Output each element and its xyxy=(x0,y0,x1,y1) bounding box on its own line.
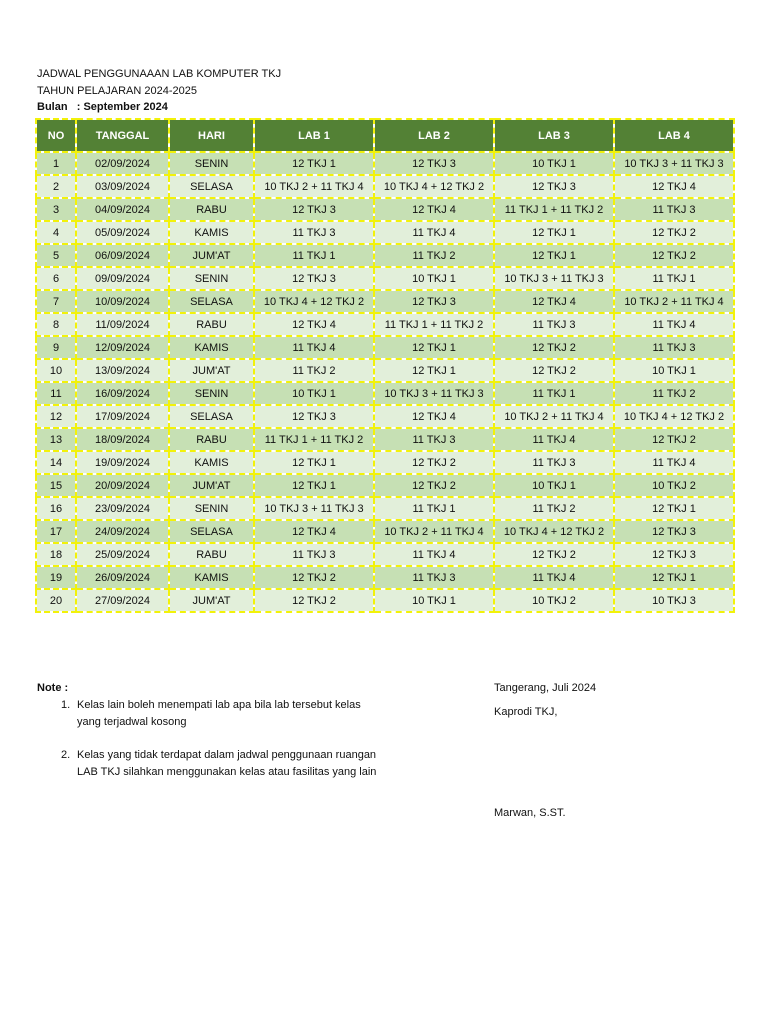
column-header: LAB 3 xyxy=(494,119,614,152)
table-cell: 11 TKJ 4 xyxy=(374,221,494,244)
table-row xyxy=(36,175,734,198)
table-cell: 26/09/2024 xyxy=(76,566,169,589)
table-cell: 12 TKJ 4 xyxy=(254,520,374,543)
table-cell: 27/09/2024 xyxy=(76,589,169,612)
table-cell: 11 TKJ 1 + 11 TKJ 2 xyxy=(254,428,374,451)
column-header: LAB 1 xyxy=(254,119,374,152)
table-cell: 12 TKJ 2 xyxy=(494,336,614,359)
table-row xyxy=(36,313,734,336)
table-cell: JUM'AT xyxy=(169,589,254,612)
column-header: TANGGAL xyxy=(76,119,169,152)
table-cell: 12/09/2024 xyxy=(76,336,169,359)
table-cell: SENIN xyxy=(169,382,254,405)
table-row xyxy=(36,543,734,566)
note-text: Kelas yang tidak terdapat dalam jadwal penggunaan ruangan LAB TKJ silahkan menggunakan kelas atau fasilitas yang lain xyxy=(77,749,377,778)
table-cell: 11 TKJ 3 xyxy=(614,198,734,221)
table-cell: 10 TKJ 3 xyxy=(614,589,734,612)
table-row xyxy=(36,244,734,267)
table-cell: 11 TKJ 1 xyxy=(254,244,374,267)
table-cell: SELASA xyxy=(169,405,254,428)
table-cell: SELASA xyxy=(169,520,254,543)
table-cell: 17/09/2024 xyxy=(76,405,169,428)
table-cell: 9 xyxy=(36,336,76,359)
table-cell: JUM'AT xyxy=(169,474,254,497)
table-row xyxy=(36,267,734,290)
table-cell: 12 TKJ 4 xyxy=(374,198,494,221)
table-cell: 12 TKJ 3 xyxy=(374,152,494,175)
table-cell: KAMIS xyxy=(169,221,254,244)
table-cell: 13/09/2024 xyxy=(76,359,169,382)
table-cell: 18/09/2024 xyxy=(76,428,169,451)
table-cell: 10 TKJ 4 + 12 TKJ 2 xyxy=(374,175,494,198)
table-cell: 12 TKJ 2 xyxy=(614,428,734,451)
table-cell: 19 xyxy=(36,566,76,589)
table-cell: 23/09/2024 xyxy=(76,497,169,520)
table-cell: 6 xyxy=(36,267,76,290)
table-cell: 11 TKJ 1 xyxy=(614,267,734,290)
column-header: NO xyxy=(36,119,76,152)
table-cell: 10 TKJ 3 + 11 TKJ 3 xyxy=(614,152,734,175)
column-header: LAB 4 xyxy=(614,119,734,152)
table-cell: 11 TKJ 4 xyxy=(494,428,614,451)
table-cell: 10 TKJ 4 + 12 TKJ 2 xyxy=(614,405,734,428)
table-cell: 12 TKJ 3 xyxy=(614,543,734,566)
table-cell: 12 TKJ 3 xyxy=(254,198,374,221)
table-cell: 11 TKJ 4 xyxy=(254,336,374,359)
table-cell: 12 TKJ 3 xyxy=(614,520,734,543)
table-cell: 12 TKJ 4 xyxy=(254,313,374,336)
table-cell: 10 TKJ 2 xyxy=(614,474,734,497)
table-cell: 2 xyxy=(36,175,76,198)
table-cell: 11 TKJ 4 xyxy=(374,543,494,566)
note-item xyxy=(61,747,381,781)
table-cell: 10 TKJ 3 + 11 TKJ 3 xyxy=(494,267,614,290)
table-cell: 10 TKJ 1 xyxy=(494,152,614,175)
table-row xyxy=(36,336,734,359)
table-cell: 12 TKJ 4 xyxy=(374,405,494,428)
table-row xyxy=(36,359,734,382)
lab-schedule-table xyxy=(35,118,735,613)
table-cell: 11/09/2024 xyxy=(76,313,169,336)
table-cell: 10 TKJ 2 + 11 TKJ 4 xyxy=(614,290,734,313)
table-cell: 10 TKJ 1 xyxy=(374,589,494,612)
table-cell: 10 TKJ 3 + 11 TKJ 3 xyxy=(374,382,494,405)
table-cell: SELASA xyxy=(169,175,254,198)
table-cell: 11 TKJ 2 xyxy=(374,244,494,267)
table-cell: 12 TKJ 2 xyxy=(254,566,374,589)
table-row xyxy=(36,451,734,474)
table-cell: 11 TKJ 1 + 11 TKJ 2 xyxy=(374,313,494,336)
table-row xyxy=(36,520,734,543)
table-cell: 12 TKJ 1 xyxy=(254,152,374,175)
table-cell: KAMIS xyxy=(169,566,254,589)
table-cell: 10 TKJ 2 + 11 TKJ 4 xyxy=(374,520,494,543)
table-cell: 12 TKJ 3 xyxy=(374,290,494,313)
table-cell: 25/09/2024 xyxy=(76,543,169,566)
table-cell: 05/09/2024 xyxy=(76,221,169,244)
table-cell: RABU xyxy=(169,428,254,451)
table-cell: 13 xyxy=(36,428,76,451)
table-cell: 10 TKJ 1 xyxy=(254,382,374,405)
table-cell: KAMIS xyxy=(169,451,254,474)
table-cell: 12 TKJ 4 xyxy=(494,290,614,313)
table-cell: 10 TKJ 2 + 11 TKJ 4 xyxy=(254,175,374,198)
table-cell: 12 TKJ 1 xyxy=(374,359,494,382)
table-cell: JUM'AT xyxy=(169,244,254,267)
note-number: 2. xyxy=(61,749,71,761)
table-cell: 10 TKJ 2 + 11 TKJ 4 xyxy=(494,405,614,428)
table-cell: 12 TKJ 1 xyxy=(494,221,614,244)
signature-place-date: Tangerang, Juli 2024 xyxy=(494,682,597,694)
table-cell: 04/09/2024 xyxy=(76,198,169,221)
table-cell: RABU xyxy=(169,543,254,566)
table-cell: 12 TKJ 1 xyxy=(254,474,374,497)
table-cell: 10 xyxy=(36,359,76,382)
table-cell: 12 xyxy=(36,405,76,428)
table-cell: 11 TKJ 3 xyxy=(254,543,374,566)
table-row xyxy=(36,497,734,520)
table-cell: 12 TKJ 1 xyxy=(494,244,614,267)
table-cell: SENIN xyxy=(169,497,254,520)
table-cell: 10 TKJ 1 xyxy=(494,474,614,497)
table-row xyxy=(36,290,734,313)
note-number: 1. xyxy=(61,699,71,711)
table-cell: 11 TKJ 3 xyxy=(494,313,614,336)
table-cell: 14 xyxy=(36,451,76,474)
table-cell: RABU xyxy=(169,198,254,221)
table-body xyxy=(36,152,734,612)
table-cell: 10 TKJ 3 + 11 TKJ 3 xyxy=(254,497,374,520)
table-cell: 20/09/2024 xyxy=(76,474,169,497)
table-cell: 03/09/2024 xyxy=(76,175,169,198)
table-cell: 8 xyxy=(36,313,76,336)
table-cell: 1 xyxy=(36,152,76,175)
table-cell: 12 TKJ 3 xyxy=(494,175,614,198)
table-cell: 02/09/2024 xyxy=(76,152,169,175)
table-cell: SELASA xyxy=(169,290,254,313)
signature-name: Marwan, S.ST. xyxy=(494,807,566,819)
table-cell: 12 TKJ 4 xyxy=(614,175,734,198)
table-cell: 4 xyxy=(36,221,76,244)
table-cell: 5 xyxy=(36,244,76,267)
table-cell: 12 TKJ 1 xyxy=(614,566,734,589)
signature-position: Kaprodi TKJ, xyxy=(494,706,558,718)
table-cell: 12 TKJ 3 xyxy=(254,267,374,290)
table-cell: 19/09/2024 xyxy=(76,451,169,474)
table-cell: 11 xyxy=(36,382,76,405)
table-cell: 10 TKJ 2 xyxy=(494,589,614,612)
table-cell: 12 TKJ 2 xyxy=(254,589,374,612)
table-cell: 12 TKJ 1 xyxy=(254,451,374,474)
table-row xyxy=(36,566,734,589)
table-row xyxy=(36,589,734,612)
table-row xyxy=(36,405,734,428)
table-row xyxy=(36,198,734,221)
table-cell: 11 TKJ 4 xyxy=(614,451,734,474)
table-row xyxy=(36,474,734,497)
table-cell: 10 TKJ 1 xyxy=(614,359,734,382)
table-cell: 10 TKJ 4 + 12 TKJ 2 xyxy=(254,290,374,313)
academic-year: TAHUN PELAJARAN 2024-2025 xyxy=(37,85,197,97)
table-cell: 11 TKJ 2 xyxy=(614,382,734,405)
column-header: LAB 2 xyxy=(374,119,494,152)
table-cell: 11 TKJ 1 xyxy=(494,382,614,405)
table-cell: 11 TKJ 4 xyxy=(494,566,614,589)
table-cell: 12 TKJ 2 xyxy=(494,543,614,566)
table-row xyxy=(36,428,734,451)
table-cell: 3 xyxy=(36,198,76,221)
table-cell: KAMIS xyxy=(169,336,254,359)
table-cell: 06/09/2024 xyxy=(76,244,169,267)
table-cell: 12 TKJ 2 xyxy=(494,359,614,382)
table-cell: 10 TKJ 1 xyxy=(374,267,494,290)
document-title: JADWAL PENGGUNAAAN LAB KOMPUTER TKJ xyxy=(37,68,282,80)
note-text: Kelas lain boleh menempati lab apa bila lab tersebut kelas yang terjadwal kosong xyxy=(77,699,361,728)
table-row xyxy=(36,152,734,175)
table-header-row xyxy=(36,119,734,152)
table-cell: 11 TKJ 3 xyxy=(614,336,734,359)
table-cell: 11 TKJ 3 xyxy=(374,566,494,589)
table-cell: 12 TKJ 2 xyxy=(614,221,734,244)
column-header: HARI xyxy=(169,119,254,152)
table-cell: 12 TKJ 2 xyxy=(614,244,734,267)
table-cell: 18 xyxy=(36,543,76,566)
table-cell: 11 TKJ 1 xyxy=(374,497,494,520)
table-cell: 11 TKJ 3 xyxy=(254,221,374,244)
table-row xyxy=(36,382,734,405)
table-cell: 12 TKJ 1 xyxy=(614,497,734,520)
table-cell: 12 TKJ 2 xyxy=(374,451,494,474)
table-cell: 12 TKJ 1 xyxy=(374,336,494,359)
table-cell: RABU xyxy=(169,313,254,336)
table-cell: 20 xyxy=(36,589,76,612)
table-cell: 11 TKJ 1 + 11 TKJ 2 xyxy=(494,198,614,221)
table-cell: 11 TKJ 3 xyxy=(494,451,614,474)
table-cell: 11 TKJ 2 xyxy=(494,497,614,520)
table-cell: 7 xyxy=(36,290,76,313)
table-cell: 09/09/2024 xyxy=(76,267,169,290)
table-cell: 10/09/2024 xyxy=(76,290,169,313)
table-cell: 12 TKJ 2 xyxy=(374,474,494,497)
note-label: Note : xyxy=(37,682,69,694)
table-cell: 16 xyxy=(36,497,76,520)
table-cell: 24/09/2024 xyxy=(76,520,169,543)
table-cell: 12 TKJ 3 xyxy=(254,405,374,428)
table-cell: SENIN xyxy=(169,152,254,175)
table-cell: 11 TKJ 4 xyxy=(614,313,734,336)
table-cell: 16/09/2024 xyxy=(76,382,169,405)
table-cell: 15 xyxy=(36,474,76,497)
table-cell: 17 xyxy=(36,520,76,543)
table-cell: 11 TKJ 3 xyxy=(374,428,494,451)
table-cell: 10 TKJ 4 + 12 TKJ 2 xyxy=(494,520,614,543)
table-cell: SENIN xyxy=(169,267,254,290)
table-row xyxy=(36,221,734,244)
month-label: Bulan : September 2024 xyxy=(37,101,168,113)
table-cell: JUM'AT xyxy=(169,359,254,382)
note-item xyxy=(61,697,381,731)
table-cell: 11 TKJ 2 xyxy=(254,359,374,382)
